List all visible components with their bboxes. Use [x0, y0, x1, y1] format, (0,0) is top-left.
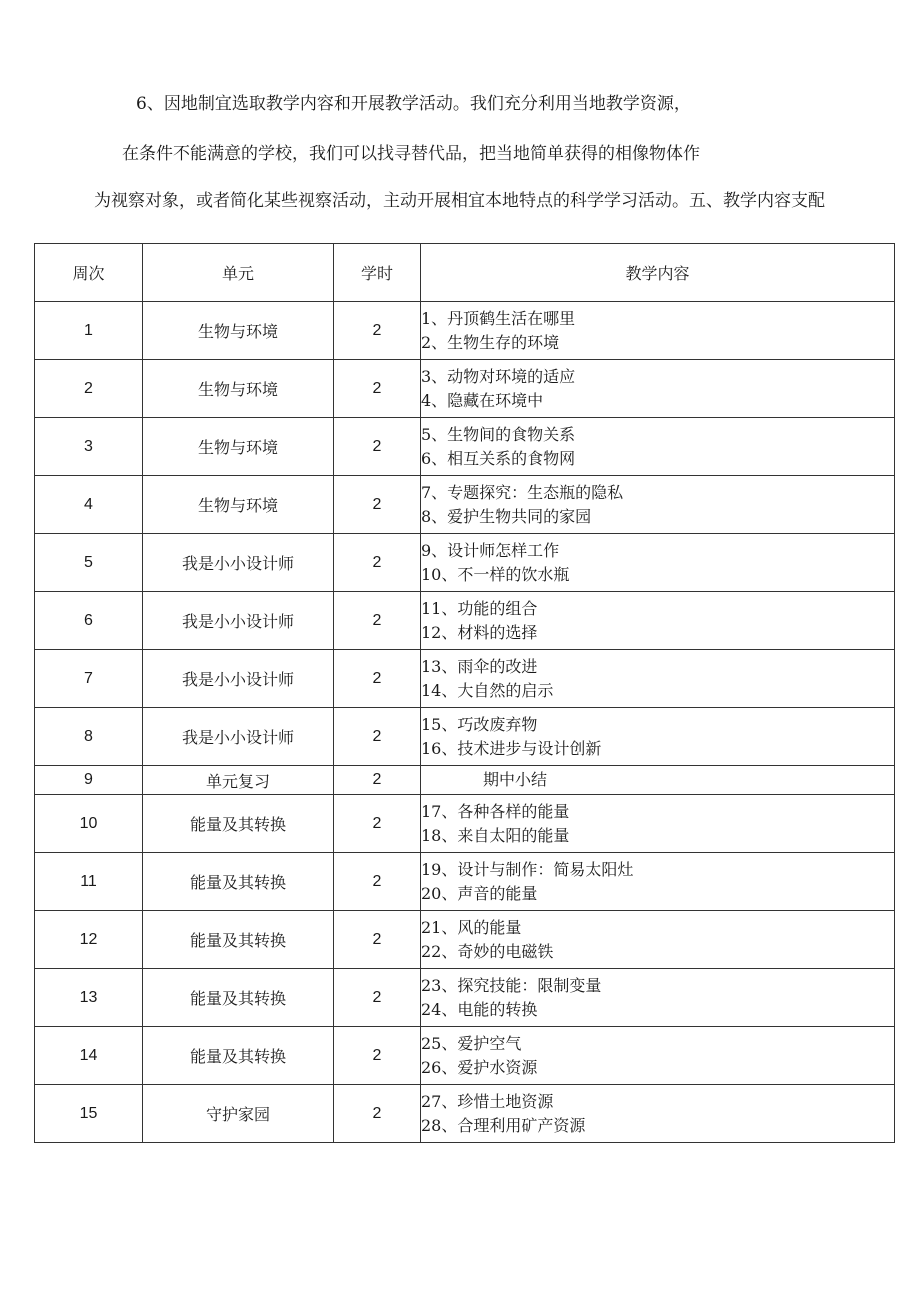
- unit-cell: 能量及其转换: [143, 969, 334, 1027]
- unit-cell: 我是小小设计师: [143, 650, 334, 708]
- lesson-item: 21、风的能量: [421, 917, 522, 937]
- content-cell: [421, 650, 895, 708]
- week-cell: 13: [35, 969, 143, 1027]
- week-cell: 11: [35, 853, 143, 911]
- lesson-item: 6、相互关系的食物网: [421, 448, 576, 468]
- content-cell: [421, 302, 895, 360]
- lesson-item: 2、生物生存的环境: [421, 332, 560, 352]
- content-cell: [421, 592, 895, 650]
- intro-line-3: 为视察对象，或者简化某些视察活动，主动开展相宜本地特点的科学学习活动。五、教学内容支配: [94, 191, 825, 211]
- content-cell: [421, 1027, 895, 1085]
- lesson-item: 8、爱护生物共同的家园: [421, 506, 592, 526]
- table-row: [35, 302, 895, 360]
- content-cell: [421, 969, 895, 1027]
- hours-cell: 2: [334, 766, 421, 795]
- header-content: 教学内容: [421, 244, 895, 302]
- lesson-item: 23、探究技能：限制变量: [421, 975, 602, 995]
- unit-cell: 生物与环境: [143, 360, 334, 418]
- hours-cell: 2: [334, 795, 421, 853]
- hours-cell: 2: [334, 418, 421, 476]
- lesson-item: 19、设计与制作：简易太阳灶: [421, 859, 634, 879]
- content-cell: [421, 534, 895, 592]
- content-cell: [421, 360, 895, 418]
- table-row: [35, 360, 895, 418]
- hours-cell: 2: [334, 1085, 421, 1143]
- hours-cell: 2: [334, 708, 421, 766]
- header-week: 周次: [35, 244, 143, 302]
- lesson-item: 15、巧改废弃物: [421, 714, 538, 734]
- week-cell: 15: [35, 1085, 143, 1143]
- table-row: [35, 1085, 895, 1143]
- hours-cell: 2: [334, 911, 421, 969]
- header-unit: 单元: [143, 244, 334, 302]
- table-row: [35, 911, 895, 969]
- header-row: [35, 244, 895, 302]
- unit-cell: 能量及其转换: [143, 1027, 334, 1085]
- intro-line-1: 6、因地制宜选取教学内容和开展教学活动。我们充分利用当地教学资源，: [136, 94, 691, 114]
- week-cell: 6: [35, 592, 143, 650]
- lesson-item: 16、技术进步与设计创新: [421, 738, 602, 758]
- week-cell: 14: [35, 1027, 143, 1085]
- unit-cell: 能量及其转换: [143, 795, 334, 853]
- intro-line-2: 在条件不能满意的学校，我们可以找寻替代品，把当地简单获得的相像物体作: [122, 144, 700, 164]
- hours-cell: 2: [334, 534, 421, 592]
- week-cell: 5: [35, 534, 143, 592]
- unit-cell: 我是小小设计师: [143, 534, 334, 592]
- lesson-item: 11、功能的组合: [421, 598, 538, 618]
- table-row: [35, 969, 895, 1027]
- week-cell: 12: [35, 911, 143, 969]
- table-row: [35, 766, 895, 795]
- lesson-item: 期中小结: [483, 770, 548, 789]
- lesson-item: 10、不一样的饮水瓶: [421, 564, 570, 584]
- table-row: [35, 476, 895, 534]
- hours-cell: 2: [334, 650, 421, 708]
- hours-cell: 2: [334, 360, 421, 418]
- unit-cell: 能量及其转换: [143, 853, 334, 911]
- hours-cell: 2: [334, 592, 421, 650]
- hours-cell: 2: [334, 969, 421, 1027]
- week-cell: 4: [35, 476, 143, 534]
- table-row: [35, 1027, 895, 1085]
- unit-cell: 我是小小设计师: [143, 708, 334, 766]
- lesson-item: 12、材料的选择: [421, 622, 538, 642]
- table-row: [35, 534, 895, 592]
- hours-cell: 2: [334, 853, 421, 911]
- unit-cell: 能量及其转换: [143, 911, 334, 969]
- schedule-table: [34, 243, 895, 1143]
- lesson-item: 1、丹顶鹤生活在哪里: [421, 308, 576, 328]
- week-cell: 8: [35, 708, 143, 766]
- unit-cell: 单元复习: [143, 766, 334, 795]
- week-cell: 9: [35, 766, 143, 795]
- unit-cell: 生物与环境: [143, 476, 334, 534]
- content-cell: [421, 1085, 895, 1143]
- hours-cell: 2: [334, 1027, 421, 1085]
- lesson-item: 3、动物对环境的适应: [421, 366, 576, 386]
- table-row: [35, 853, 895, 911]
- week-cell: 3: [35, 418, 143, 476]
- content-cell: [421, 418, 895, 476]
- content-cell: [421, 853, 895, 911]
- lesson-item: 20、声音的能量: [421, 883, 538, 903]
- content-cell: [421, 708, 895, 766]
- lesson-item: 13、雨伞的改进: [421, 656, 538, 676]
- content-cell: [421, 476, 895, 534]
- lesson-item: 9、设计师怎样工作: [421, 540, 560, 560]
- table-row: [35, 795, 895, 853]
- table-row: [35, 418, 895, 476]
- content-cell: [421, 795, 895, 853]
- content-cell: [421, 911, 895, 969]
- lesson-item: 28、合理利用矿产资源: [421, 1115, 586, 1135]
- week-cell: 10: [35, 795, 143, 853]
- lesson-item: 18、来自太阳的能量: [421, 825, 570, 845]
- hours-cell: 2: [334, 302, 421, 360]
- lesson-item: 24、电能的转换: [421, 999, 538, 1019]
- lesson-item: 26、爱护水资源: [421, 1057, 538, 1077]
- week-cell: 1: [35, 302, 143, 360]
- lesson-item: 7、专题探究：生态瓶的隐私: [421, 482, 624, 502]
- content-cell: [421, 766, 895, 795]
- table-row: [35, 592, 895, 650]
- table-row: [35, 650, 895, 708]
- lesson-item: 4、隐藏在环境中: [421, 390, 544, 410]
- unit-cell: 我是小小设计师: [143, 592, 334, 650]
- lesson-item: 27、珍惜土地资源: [421, 1091, 554, 1111]
- hours-cell: 2: [334, 476, 421, 534]
- lesson-item: 5、生物间的食物关系: [421, 424, 576, 444]
- unit-cell: 守护家园: [143, 1085, 334, 1143]
- unit-cell: 生物与环境: [143, 302, 334, 360]
- week-cell: 2: [35, 360, 143, 418]
- lesson-item: 17、各种各样的能量: [421, 801, 570, 821]
- lesson-item: 14、大自然的启示: [421, 680, 554, 700]
- table-row: [35, 708, 895, 766]
- lesson-item: 25、爱护空气: [421, 1033, 522, 1053]
- lesson-item: 22、奇妙的电磁铁: [421, 941, 554, 961]
- week-cell: 7: [35, 650, 143, 708]
- unit-cell: 生物与环境: [143, 418, 334, 476]
- header-hours: 学时: [334, 244, 421, 302]
